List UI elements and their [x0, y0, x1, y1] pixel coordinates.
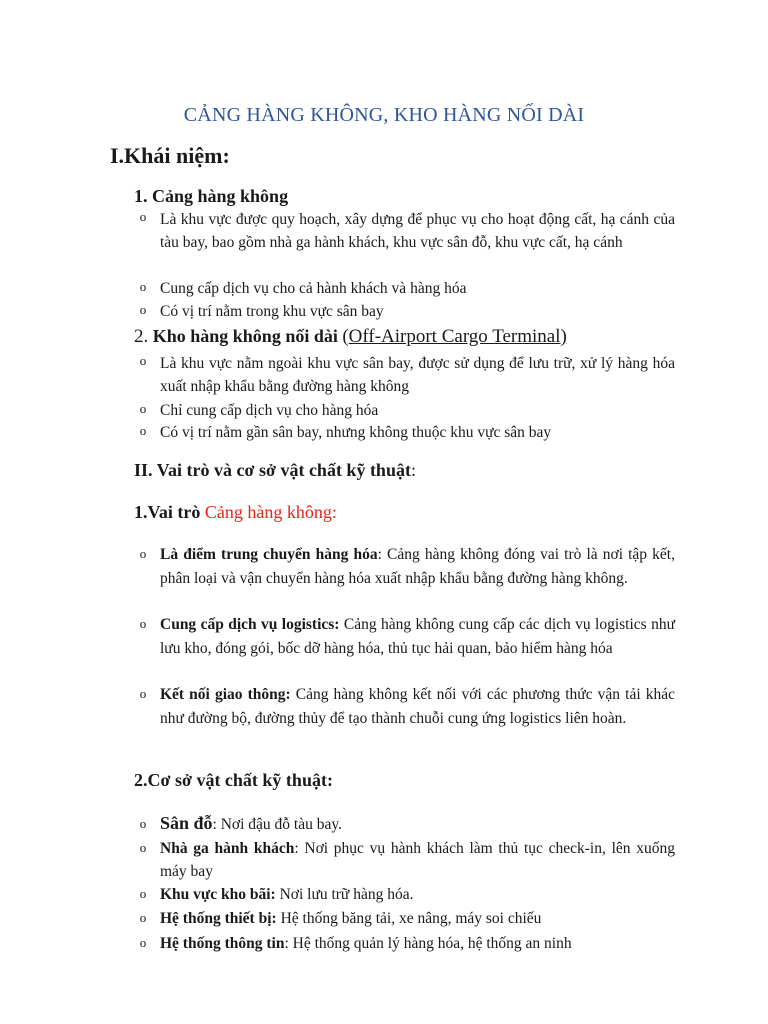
item-text: Nơi phục vụ hành khách làm thủ tục check-in, lên xuống máy bay	[160, 840, 675, 880]
bullet-icon: o	[139, 279, 147, 294]
list-item: Chỉ cung cấp dịch vụ cho hàng hóa	[160, 402, 379, 419]
item-text: Hệ thống quản lý hàng hóa, hệ thống an ninh	[288, 935, 572, 952]
list-item	[160, 812, 675, 836]
bullet-icon: o	[139, 886, 147, 901]
item-sep: :	[212, 816, 217, 833]
bullet-icon: o	[139, 616, 147, 631]
paren-open: (	[342, 326, 349, 347]
subheading-role	[134, 502, 337, 523]
item-term: Sân đỗ	[160, 813, 213, 833]
list-item	[160, 683, 675, 730]
section-heading-colon: :	[410, 460, 416, 480]
list-item: Là khu vực nằm ngoài khu vực sân bay, được sử dụng để lưu trữ, xử lý hàng hóa xuất nhập khẩu bằng đường hàng không	[160, 355, 675, 395]
list-item	[160, 907, 675, 930]
item-text: Nơi lưu trữ hàng hóa.	[275, 886, 414, 903]
list-item	[160, 613, 675, 660]
bullet-icon: o	[139, 686, 147, 701]
document-title: CẢNG HÀNG KHÔNG, KHO HÀNG NỐI DÀI	[183, 104, 585, 126]
item-term: Là điểm trung chuyển hàng hóa	[160, 546, 378, 563]
subheading-airport: 1. Cảng hàng không	[134, 186, 289, 206]
subheading-role-red: Cảng hàng không:	[204, 502, 337, 522]
section-heading-text: II. Vai trò và cơ sở vật chất kỹ thuật	[134, 460, 411, 480]
bullet-icon: o	[139, 935, 147, 950]
section-heading-concepts: I.Khái niệm:	[110, 143, 230, 168]
bullet-icon: o	[139, 401, 147, 416]
list-item: Là khu vực được quy hoạch, xây dựng để phục vụ cho hoạt động cất, hạ cánh của tàu bay, bao gồm nhà ga hành khách, khu vực sân đỗ, khu vực cất, hạ cánh	[160, 211, 675, 251]
bullet-icon: o	[139, 816, 147, 831]
bullet-icon: o	[139, 423, 147, 438]
item-text: Cảng hàng không đóng vai trò là nơi tập kết, phân loại và vận chuyển hàng hóa xuất nhập khẩu bằng đường hàng không.	[160, 546, 675, 587]
bullet-icon: o	[139, 910, 147, 925]
item-term: Kết nối giao thông:	[160, 686, 291, 703]
item-term: Hệ thống thiết bị:	[160, 910, 277, 927]
subheading-cargo-terminal	[134, 326, 567, 348]
subheading-bold-text: Kho hàng không nối dài	[152, 326, 338, 346]
list-item: Có vị trí nằm trong khu vực sân bay	[160, 303, 384, 320]
item-term: Nhà ga hành khách	[160, 840, 295, 857]
subheading-role-bold: 1.Vai trò	[134, 502, 201, 522]
item-term: Cung cấp dịch vụ logistics:	[160, 616, 340, 633]
subheading-facilities: 2.Cơ sở vật chất kỹ thuật:	[134, 770, 333, 790]
bullet-icon: o	[139, 302, 147, 317]
bullet-icon: o	[139, 840, 147, 855]
item-sep: :	[294, 840, 299, 857]
list-item	[160, 932, 675, 955]
item-text: Nơi đậu đỗ tàu bay.	[216, 816, 342, 833]
subheading-number: 2.	[134, 326, 149, 347]
item-sep: :	[284, 935, 289, 952]
item-text: Cảng hàng không kết nối với các phương thức vận tải khác như đường bộ, đường thủy để tạo thành chuỗi cung ứng logistics liên hoàn.	[160, 686, 675, 727]
list-item	[160, 883, 675, 906]
subheading-english: Off-Airport Cargo Terminal)	[348, 326, 567, 347]
item-term: Hệ thống thông tin	[160, 935, 285, 952]
item-term: Khu vực kho bãi:	[160, 886, 276, 903]
bullet-icon: o	[139, 209, 147, 224]
section-heading-roles	[134, 460, 416, 481]
list-item: Cung cấp dịch vụ cho cả hành khách và hàng hóa	[160, 280, 467, 297]
list-item	[160, 837, 675, 883]
list-item	[160, 543, 675, 590]
item-text: Cảng hàng không cung cấp các dịch vụ logistics như lưu kho, đóng gói, bốc dỡ hàng hóa, thủ tục hải quan, bảo hiểm hàng hóa	[160, 616, 675, 657]
bullet-icon: o	[139, 353, 147, 368]
list-item: Có vị trí nằm gần sân bay, nhưng không thuộc khu vực sân bay	[160, 424, 552, 441]
item-text: Hệ thống băng tải, xe nâng, máy soi chiếu	[276, 910, 542, 927]
bullet-icon: o	[139, 546, 147, 561]
item-sep: :	[377, 546, 382, 563]
